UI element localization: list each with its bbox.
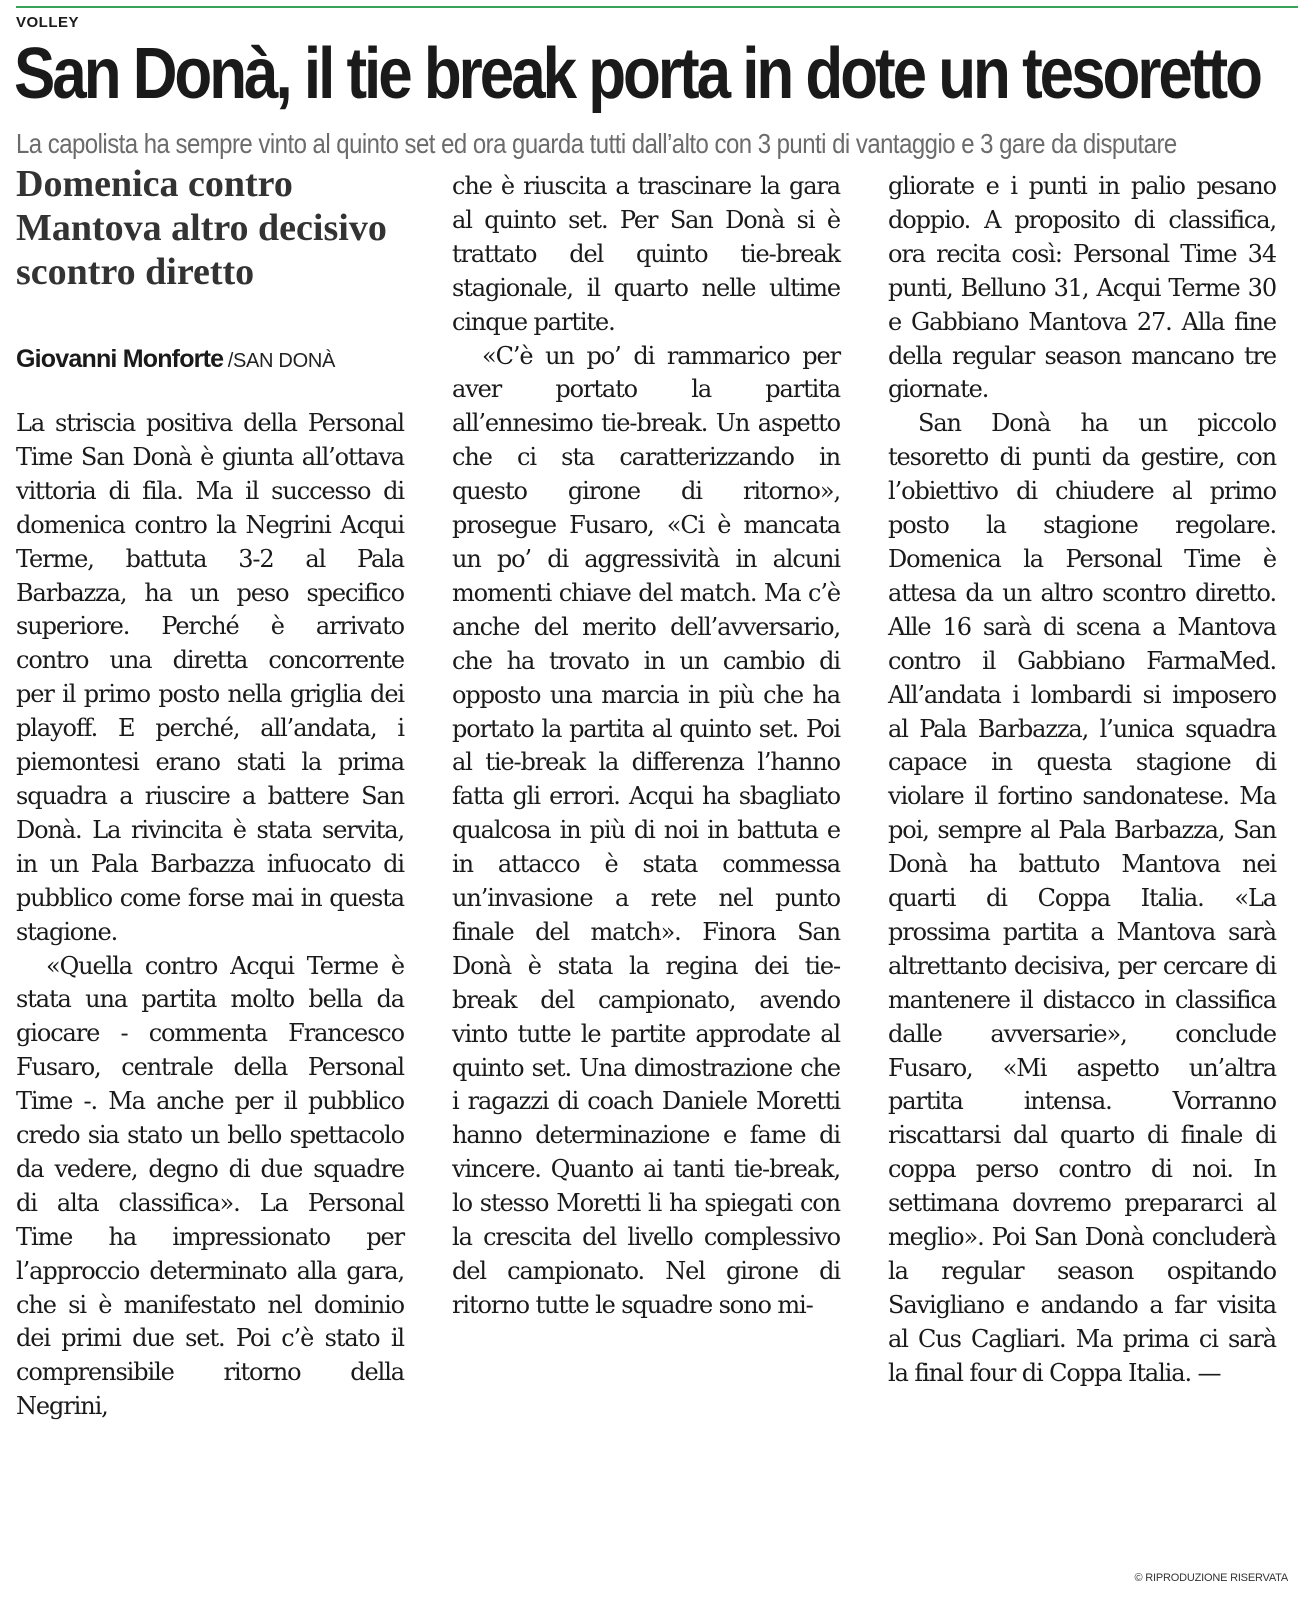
paragraph: San Donà ha un piccolo tesoretto di punti da gestire, con l’obiettivo di chiudere al primo posto la stagione regolare. Domenica la Personal Time è attesa da un altro scontro diretto. Alle 16 sarà di scena a Mantova contro il Gabbiano FarmaMed. All’andata i lombardi si imposero al Pala Barbazza, l’unica squadra capace in questa stagione di violare il fortino sandonatese. Ma poi, sempre al Pala Barbazza, San Donà ha battuto Mantova nei quarti di Coppa Italia. «La prossima partita a Mantova sarà altrettanto decisiva, per cercare di mantenere il distacco in classifica dalle avversarie», conclude Fusaro, «Mi aspetto un’altra partita intensa. Vorranno riscattarsi dal quarto di finale di coppa perso contro di noi. In settimana dovremo prepararci al meglio». Poi San Donà concluderà la regular season ospitando Savigliano e andando a far visita al Cus Cagliari. Ma prima ci sarà la final four di Coppa Italia. — [888, 409, 1276, 1387]
paragraph: «C’è un po’ di rammarico per aver portato la partita all’ennesimo tie-break. Un aspetto che ci sta caratterizzando in questo girone di ritorno», prosegue Fusaro, «Ci è mancata un po’ di aggressività in alcuni momenti chiave del match. Ma c’è anche del merito dell’avversario, che ha trovato in un cambio di opposto una marcia in più che ha portato la partita al quinto set. Poi al tie-break la differenza l’hanno fatta gli errori. Acqui ha sbagliato qualcosa in più di noi in battuta e in attacco è stata commessa un’invasione a rete nel punto finale del match». Finora San Donà è stata la regina dei tie-break del campionato, avendo vinto tutte le partite approdate al quinto set. Una dimostrazione che i ragazzi di coach Daniele Moretti hanno determinazione e fame di vincere. Quanto ai tanti tie-break, lo stesso Moretti li ha spiegati con la crescita del livello complessivo del campionato. Nel girone di ritorno tutte le squadre sono mi- [452, 341, 840, 1319]
byline [16, 345, 416, 374]
paragraph: La striscia positiva della Personal Time San Donà è giunta all’ottava vittoria di fila. Ma il successo di domenica contro la Negrini Acqui Terme, battuta 3-2 al Pala Barbazza, ha un peso specifico superiore. Perché è arrivato contro una diretta concorrente per il primo posto nella griglia dei playoff. E perché, all’andata, i piemontesi erano stati la prima squadra a riuscire a battere San Donà. La rivincita è stata servita, in un Pala Barbazza infuocato di pubblico come forse mai in questa stagione. [16, 409, 404, 946]
paragraph: «Quella contro Acqui Terme è stata una partita molto bella da giocare - commenta Francesco Fusaro, centrale della Personal Time -. Ma anche per il pubblico credo sia stato un bello spettacolo da vedere, degno di due squadre di alta classifica». La Personal Time ha impressionato per l’approccio determinato alla gara, che si è manifestato nel dominio dei primi due set. Poi c’è stato il comprensibile ritorno della Negrini, [16, 951, 404, 1421]
byline-author: Giovanni Monforte [16, 345, 224, 373]
article-column-2 [452, 170, 840, 1323]
copyright-notice: © RIPRODUZIONE RISERVATA [1134, 1572, 1288, 1584]
top-rule [16, 6, 1298, 8]
paragraph: gliorate e i punti in palio pesano doppio. A proposito di classifica, ora recita così: Personal Time 34 punti, Belluno 31, Acqui Terme 30 e Gabbiano Mantova 27. Alla fine della regular season mancano tre giornate. [888, 172, 1276, 404]
article-column-1 [16, 407, 404, 1424]
side-heading: Domenica contro Mantova altro decisivo scontro diretto [16, 163, 387, 293]
byline-separator: / [227, 350, 233, 372]
byline-location: SAN DONÀ [232, 350, 336, 372]
paragraph: che è riuscita a trascinare la gara al quinto set. Per San Donà si è trattato del quinto tie-break stagionale, il quarto nelle ultime cinque partite. [452, 172, 840, 336]
headline: San Donà, il tie break porta in dote un tesoretto [14, 34, 1260, 114]
article-column-3 [888, 170, 1276, 1391]
subheadline: La capolista ha sempre vinto al quinto set ed ora guarda tutti dall’alto con 3 punti di vantaggio e 3 gare da disputare [16, 128, 1177, 159]
section-label: VOLLEY [16, 14, 80, 31]
